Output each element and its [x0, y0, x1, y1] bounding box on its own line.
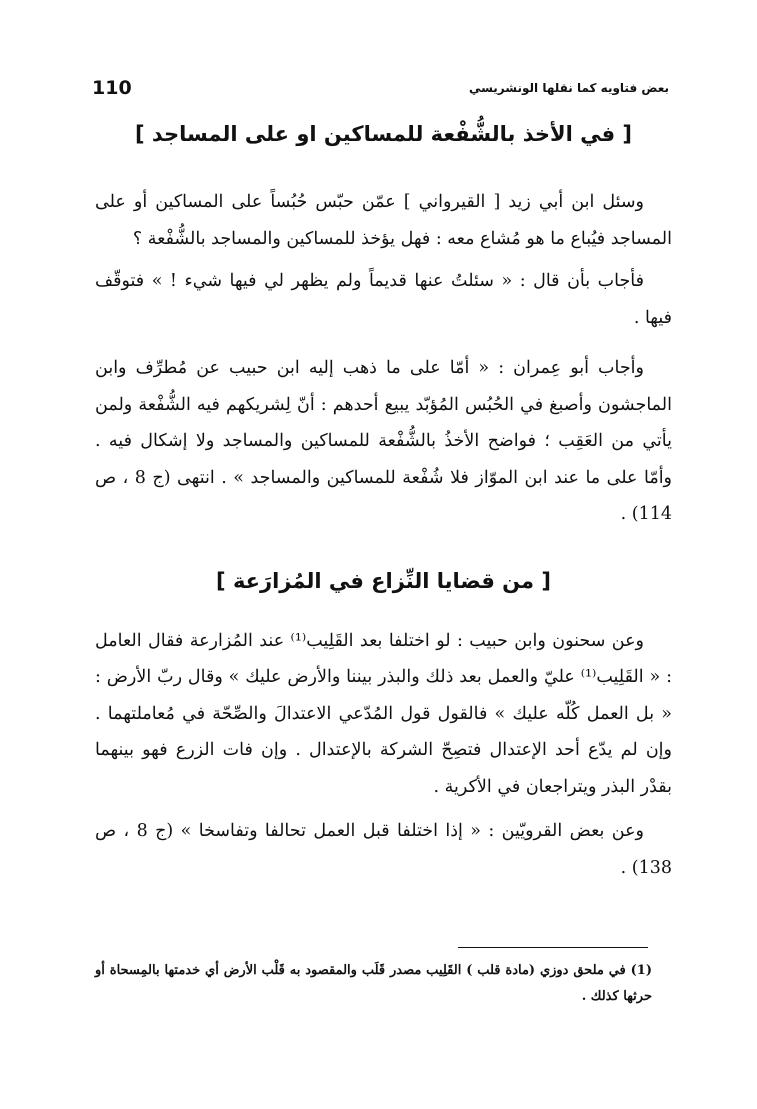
page-number: 110	[92, 77, 132, 99]
section-heading-shufa: [ في الأخذ بالشُّفْعة للمساكين او على المساجد ]	[134, 122, 633, 146]
footnote: (1) في ملحق دوزي (مادة قلب ) القَلِيب مصدر قَلَب والمقصود به قَلْب الأرض أي خدمتها بالمِسحاة أو حرثها كذلك .	[95, 963, 652, 1004]
footnote-divider	[458, 947, 648, 948]
paragraph-question: وسئل ابن أبي زيد [ القيرواني ] عمّن حبّس حُبُساً على المساكين أو على المساجد فيُباع ما هو مُشاع معه : فهل يؤخذ للمساكين والمساجد بالشُّفْعة ؟	[95, 192, 672, 249]
paragraph-sahnun: وعن سحنون وابن حبيب : لو اختلفا بعد القَلِيب⁽¹⁾ عند المُزارعة فقال العامل : « القَلِيب⁽¹⁾ عليّ والعمل بعد ذلك والبذر بيننا والأرض عليك » وقال ربّ الأرض : « بل العمل كُلّه عليك » فالقول قول المُدّعي الاعتدالَ والصِّحّة في مُعاملتهما . وإن لم يدّع أحد الإعتدال فتصِحّ الشركة بالإعتدال . وإن فات الزرع فهو بينهما بقدْر البذر ويتراجعان في الأكرية .	[95, 630, 672, 797]
running-header	[92, 74, 669, 102]
section-heading-muzaraa: [ من قضايا النِّزاع في المُزارَعة ]	[216, 568, 551, 593]
paragraph-qarawiyyin: وعن بعض القرويّين : « إذا اختلفا قبل العمل تحالفا وتفاسخا » (ج 8 ، ص 138) .	[95, 821, 672, 878]
page-content	[95, 108, 672, 886]
paragraph-answer-ibn-abi-zayd: فأجاب بأن قال : « سئلتُ عنها قديماً ولم يظهر لي فيها شيء ! » فتوقّف فيها .	[95, 271, 672, 328]
running-title: بعض فتاويه كما نقلها الونشريسي	[468, 81, 669, 95]
paragraph-answer-abu-imran: وأجاب أبو عِمران : « أمّا على ما ذهب إليه ابن حبيب عن مُطرِّف وابن الماجشون وأصبغ في الحُبُس المُؤبّد يبيع أحدهم : أنّ لِشريكهم فيه الشُّفْعة ولمن يأتي من العَقِب ؛ فواضح الأخذُ بالشُّفْعة للمساكين والمساجد ولا إشكال فيه . وأمّا على ما عند ابن الموّاز فلا شُفْعة للمساكين والمساجد » . انتهى (ج 8 ، ص 114) .	[95, 358, 673, 524]
